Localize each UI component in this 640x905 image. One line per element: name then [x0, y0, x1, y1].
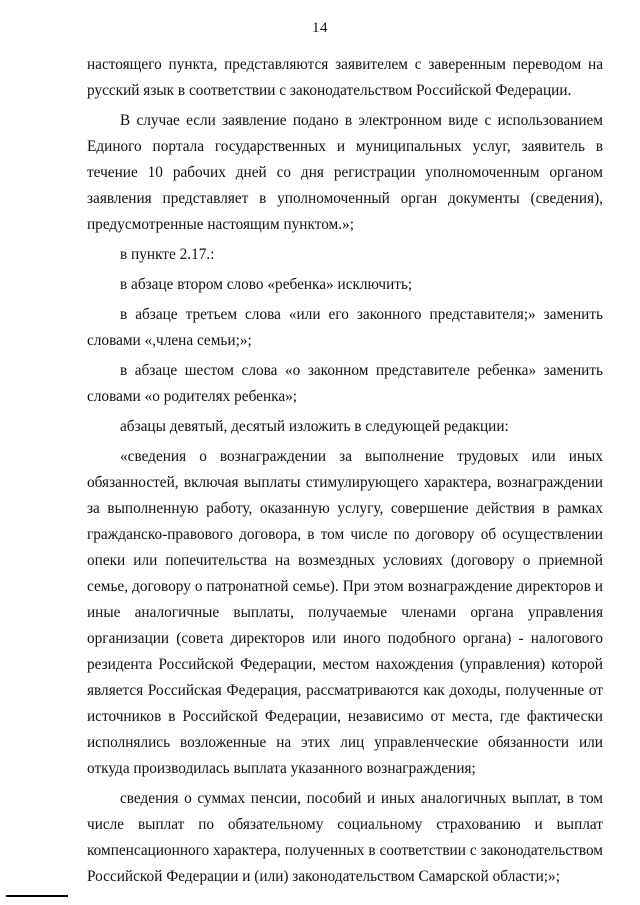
paragraph-pension-info: сведения о суммах пенсии, пособий и иных аналогичных выплат, в том числе выплат по обязательному социальному страхованию и выплат компенсационного характера, полученных в соответствии с законодательством Российской Федерации и (или) законодательством Самарской области;»;	[87, 790, 603, 885]
page-number: 14	[312, 20, 328, 36]
paragraph-translation-requirement: настоящего пункта, представляются заявителем с заверенным переводом на русский язык в соответствии с законодательством Российской Федерации.	[87, 56, 603, 99]
footer-rule	[6, 895, 68, 897]
paragraph-second-indent: в абзаце втором слово «ребенка» исключить;	[120, 276, 413, 293]
document-body	[87, 52, 603, 894]
paragraph-electronic-submission: В случае если заявление подано в электронном виде с использованием Единого портала государственных и муниципальных услуг, заявитель в течение 10 рабочих дней со дня регистрации уполномоченным органом заявления представляет в уполномоченный орган документы (сведения), предусмотренные настоящим пунктом.»;	[87, 112, 603, 233]
paragraph-remuneration-info: «сведения о вознаграждении за выполнение трудовых или иных обязанностей, включая выплаты стимулирующего характера, вознаграждении за выполненную работу, оказанную услугу, совершение действия в рамках гражданско-правового договора, в том числе по договору об осуществлении опеки или попечительства на возмездных условиях (договору о приемной семье, договору о патронатной семье). При этом вознаграждение директоров и иные аналогичные выплаты, получаемые членами органа управления организации (совета директоров или иного подобного органа) - налогового резидента Российской Федерации, местом нахождения (управления) которой является Российская Федерация, рассматриваются как доходы, полученные от источников в Российской Федерации, независимо от места, где фактически исполнялись возложенные на этих лиц управленческие обязанности или откуда производилась выплата указанного вознаграждения;	[87, 448, 603, 777]
paragraph-clause-2-17: в пункте 2.17.:	[120, 246, 215, 263]
paragraph-sixth-indent: в абзаце шестом слова «о законном представителе ребенка» заменить словами «о родителях ребенка»;	[87, 362, 603, 405]
paragraph-third-indent: в абзаце третьем слова «или его законного представителя;» заменить словами «,члена семьи;»;	[87, 306, 603, 349]
paragraph-ninth-tenth-intro: абзацы девятый, десятый изложить в следующей редакции:	[120, 418, 509, 435]
